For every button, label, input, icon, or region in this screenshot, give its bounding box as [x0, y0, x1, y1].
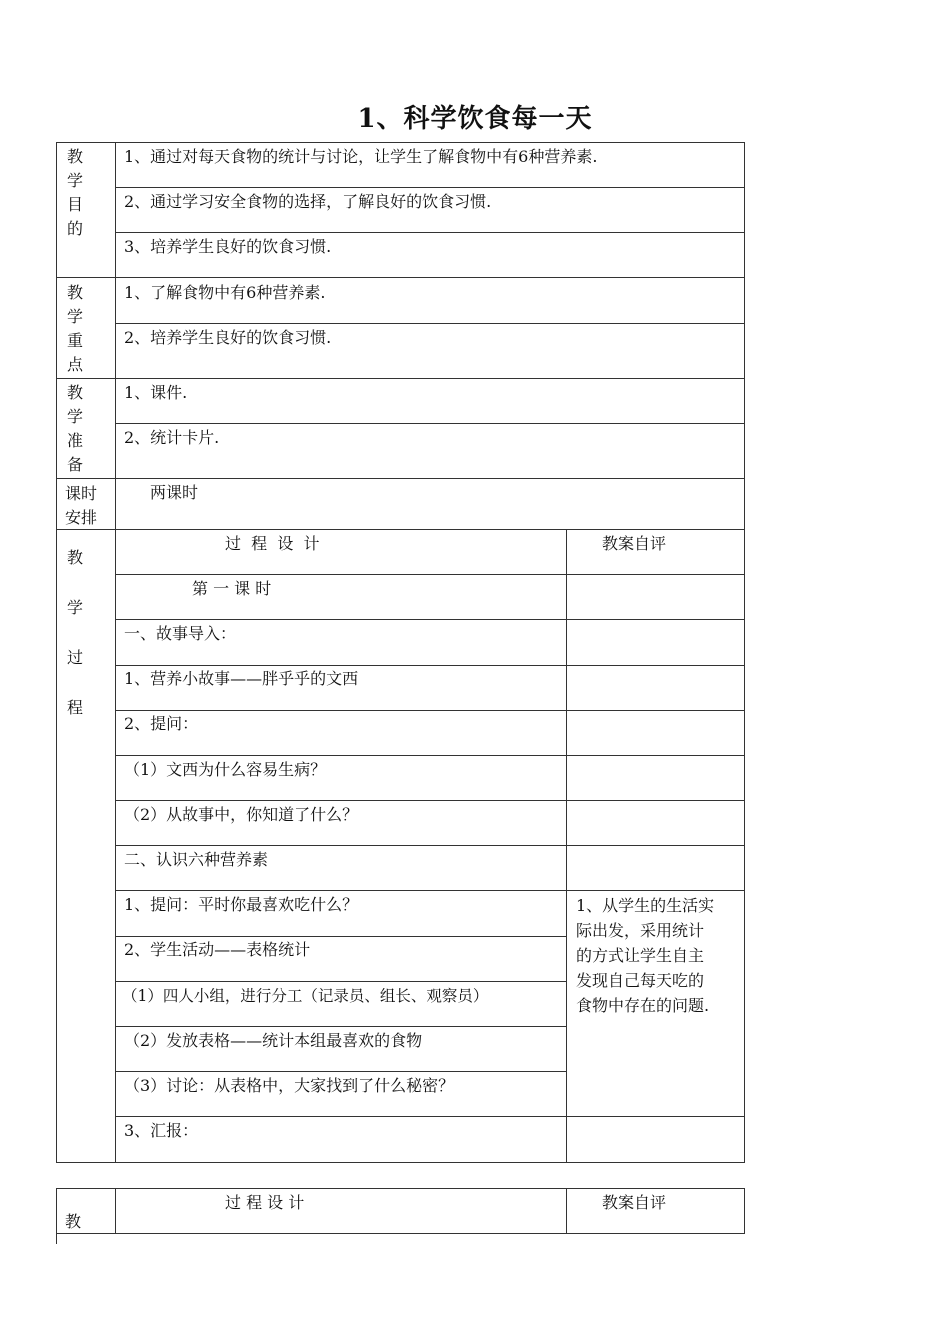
prep-label: 教 学 准 备 — [66, 383, 83, 474]
process-row: （1）四人小组，进行分工（记录员、组长、观察员） — [122, 987, 489, 1005]
page-title: 1、科学饮食每一天 — [357, 104, 593, 134]
process-row: （1）文西为什么容易生病？ — [124, 760, 327, 779]
process-row: （2）发放表格——统计本组最喜欢的食物 — [124, 1031, 423, 1050]
continuation-label: 教 — [65, 1212, 82, 1231]
focus-item: 2、培养学生良好的饮食习惯. — [124, 328, 332, 347]
goals-label: 教 学 目 的 — [66, 147, 83, 238]
design-header: 过 程 设 计 — [225, 534, 320, 553]
review-header: 教案自评 — [602, 534, 667, 553]
continuation-design-header: 过 程 设 计 — [225, 1193, 305, 1212]
goal-item: 3、培养学生良好的饮食习惯. — [124, 237, 332, 256]
process-row: （3）讨论：从表格中，大家找到了什么秘密？ — [124, 1076, 455, 1095]
prep-item: 1、课件. — [124, 383, 188, 402]
process-row: 2、学生活动——表格统计 — [124, 940, 311, 959]
process-row: 3、汇报： — [124, 1121, 199, 1140]
process-row: 1、营养小故事——胖乎乎的文西 — [124, 669, 359, 688]
prep-item: 2、统计卡片. — [124, 428, 220, 447]
review-note: 1、从学生的生活实 际出发，采用统计 的方式让学生自主 发现自己每天吃的 食物中存在的问题. — [576, 896, 715, 1015]
process-row: （2）从故事中，你知道了什么？ — [124, 805, 359, 824]
schedule-label: 课时 安排 — [65, 484, 98, 527]
goal-item: 1、通过对每天食物的统计与讨论，让学生了解食物中有6种营养素. — [124, 147, 598, 166]
process-row: 2、提问： — [124, 714, 199, 733]
focus-label: 教 学 重 点 — [66, 283, 83, 374]
process-row: 1、提问：平时你最喜欢吃什么？ — [124, 895, 359, 914]
continuation-review-header: 教案自评 — [602, 1193, 667, 1212]
process-row: 二、认识六种营养素 — [124, 850, 269, 869]
process-row: 第 一 课 时 — [192, 579, 272, 598]
goal-item: 2、通过学习安全食物的选择，了解良好的饮食习惯. — [124, 192, 492, 211]
focus-item: 1、了解食物中有6种营养素. — [124, 283, 326, 302]
process-label: 教 学 过 程 — [66, 548, 83, 717]
process-row: 一、故事导入： — [124, 624, 237, 643]
schedule-value: 两课时 — [150, 483, 199, 502]
